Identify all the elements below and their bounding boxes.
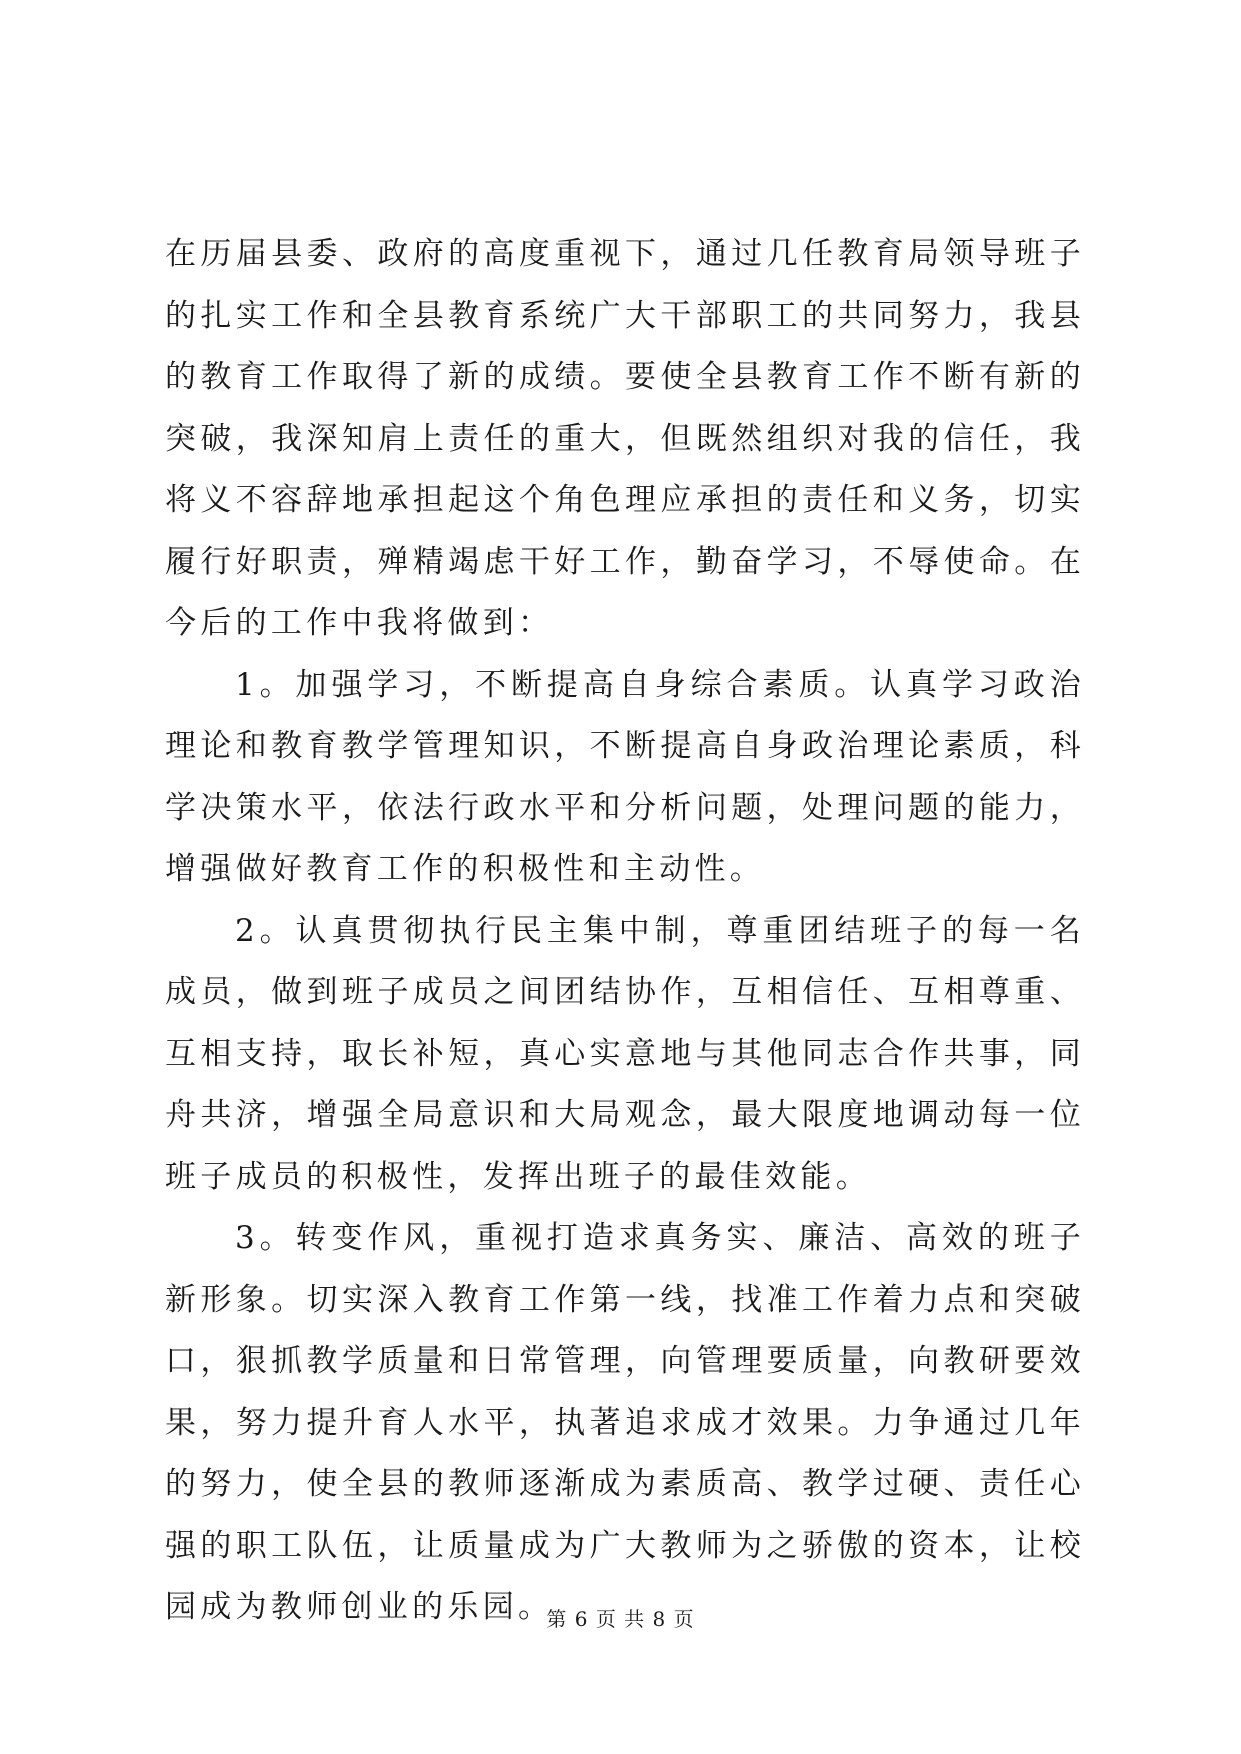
page-number-footer: 第 6 页 共 8 页 xyxy=(546,1607,695,1631)
paragraph-item-3: 3。转变作风，重视打造求真务实、廉洁、高效的班子新形象。切实深入教育工作第一线，找准工作着力点和突破口，狠抓教学质量和日常管理，向管理要质量，向教研要效果，努力提升育人水平，执著追求成才效果。力争通过几年的努力，使全县的教师逐渐成为素质高、教学过硬、责任心强的职工队伍，让质量成为广大教师为之骄傲的资本，让校园成为教师创业的乐园。 xyxy=(165,1220,1085,1625)
document-body xyxy=(165,224,1085,1639)
paragraph-item-1: 1。加强学习，不断提高自身综合素质。认真学习政治理论和教育教学管理知识，不断提高自身政治理论素质，科学决策水平，依法行政水平和分析问题，处理问题的能力，增强做好教育工作的积极性和主动性。 xyxy=(165,666,1085,887)
paragraph-intro: 在历届县委、政府的高度重视下，通过几任教育局领导班子的扎实工作和全县教育系统广大干部职工的共同努力，我县的教育工作取得了新的成绩。要使全县教育工作不断有新的突破，我深知肩上责任的重大，但既然组织对我的信任，我将义不容辞地承担起这个角色理应承担的责任和义务，切实履行好职责，殚精竭虑干好工作，勤奋学习，不辱使命。在今后的工作中我将做到： xyxy=(165,236,1085,641)
paragraph-item-2: 2。认真贯彻执行民主集中制，尊重团结班子的每一名成员，做到班子成员之间团结协作，互相信任、互相尊重、互相支持，取长补短，真心实意地与其他同志合作共事，同舟共济，增强全局意识和大局观念，最大限度地调动每一位班子成员的积极性，发挥出班子的最佳效能。 xyxy=(165,912,1085,1195)
